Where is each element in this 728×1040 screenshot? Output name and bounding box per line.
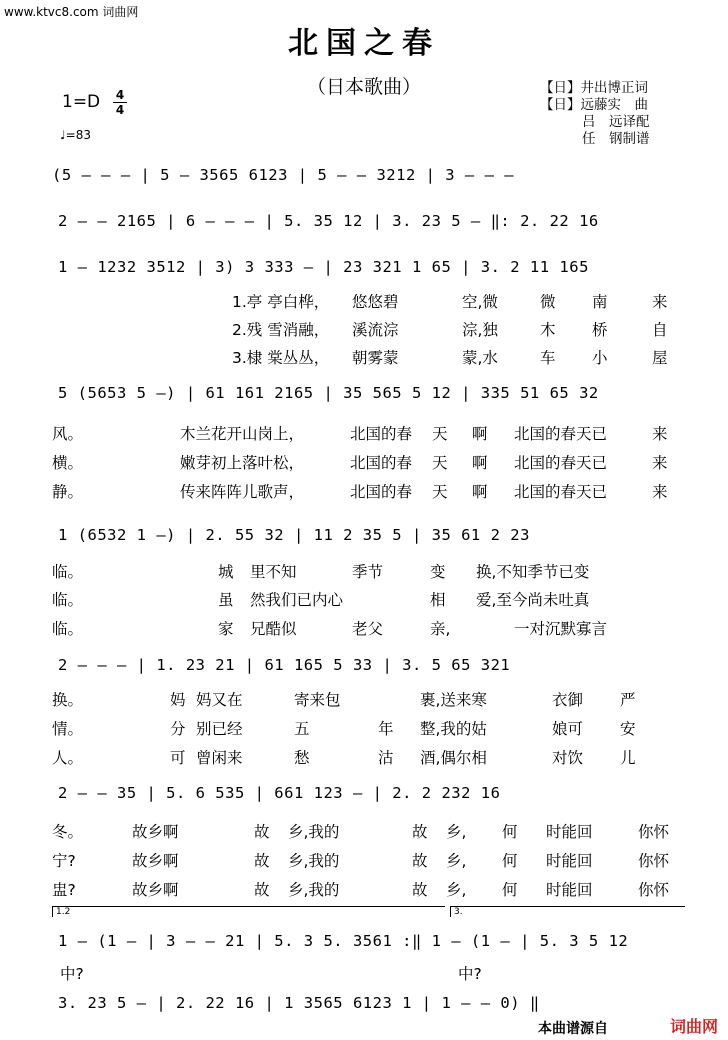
score-row-4: 5 (5653 5 –) | 61 161 2165 | 35 565 5 12 | 335 51 65 32	[58, 384, 599, 402]
score-row-9: 3. 23 5 – | 2. 22 16 | 1 3565 6123 1 | 1 – – 0) ‖	[58, 994, 540, 1012]
song-subtitle: （日本歌曲）	[306, 76, 421, 98]
site-logo: 词曲网	[669, 1017, 718, 1036]
credit-composer: 【日】远藤实 曲	[540, 97, 648, 113]
score-row-1: (5 – – – | 5 – 3565 6123 | 5 – – 3212 | 3 – – –	[52, 166, 515, 184]
score-row-5: 1 (6532 1 –) | 2. 55 32 | 11 2 35 5 | 35 61 2 23	[58, 526, 530, 544]
time-signature	[113, 89, 127, 116]
time-signature-top: 4	[115, 88, 125, 102]
score-row-7: 2 – – 35 | 5. 6 535 | 661 123 – | 2. 2 232 16	[58, 784, 501, 802]
score-row-6: 2 – – – | 1. 23 21 | 61 165 5 33 | 3. 5 65 321	[58, 656, 511, 674]
score-row-2: 2 – – 2165 | 6 – – – | 5. 35 12 | 3. 23 5 – ‖: 2. 22 16	[58, 212, 599, 230]
tempo-marking: ♩=83	[60, 128, 91, 142]
credits	[540, 80, 650, 148]
time-signature-bottom: 4	[115, 103, 125, 117]
credit-transcriber: 任 钢制谱	[582, 131, 650, 147]
song-title: 北国之春	[288, 26, 440, 61]
source-note: 本曲谱源自	[538, 1021, 608, 1037]
key-signature: 1=D	[62, 92, 101, 112]
end-lyric-second: 中?	[458, 965, 482, 983]
score-row-3: 1 – 1232 3512 | 3) 3 333 – | 23 321 1 65 | 3. 2 11 165	[58, 258, 589, 276]
end-lyric-first: 中?	[60, 965, 84, 983]
watermark: www.ktvc8.com 词曲网	[4, 5, 139, 19]
score-row-8: 1 – (1 – | 3 – – 21 | 5. 3 5. 3561 :‖ 1 – (1 – | 5. 3 5 12	[58, 932, 629, 950]
credit-lyricist: 【日】井出博正词	[540, 80, 648, 96]
credit-translator: 吕 远译配	[582, 114, 650, 130]
volta-first-ending: 1.2	[52, 906, 445, 917]
volta-second-ending: 3.	[450, 906, 685, 917]
